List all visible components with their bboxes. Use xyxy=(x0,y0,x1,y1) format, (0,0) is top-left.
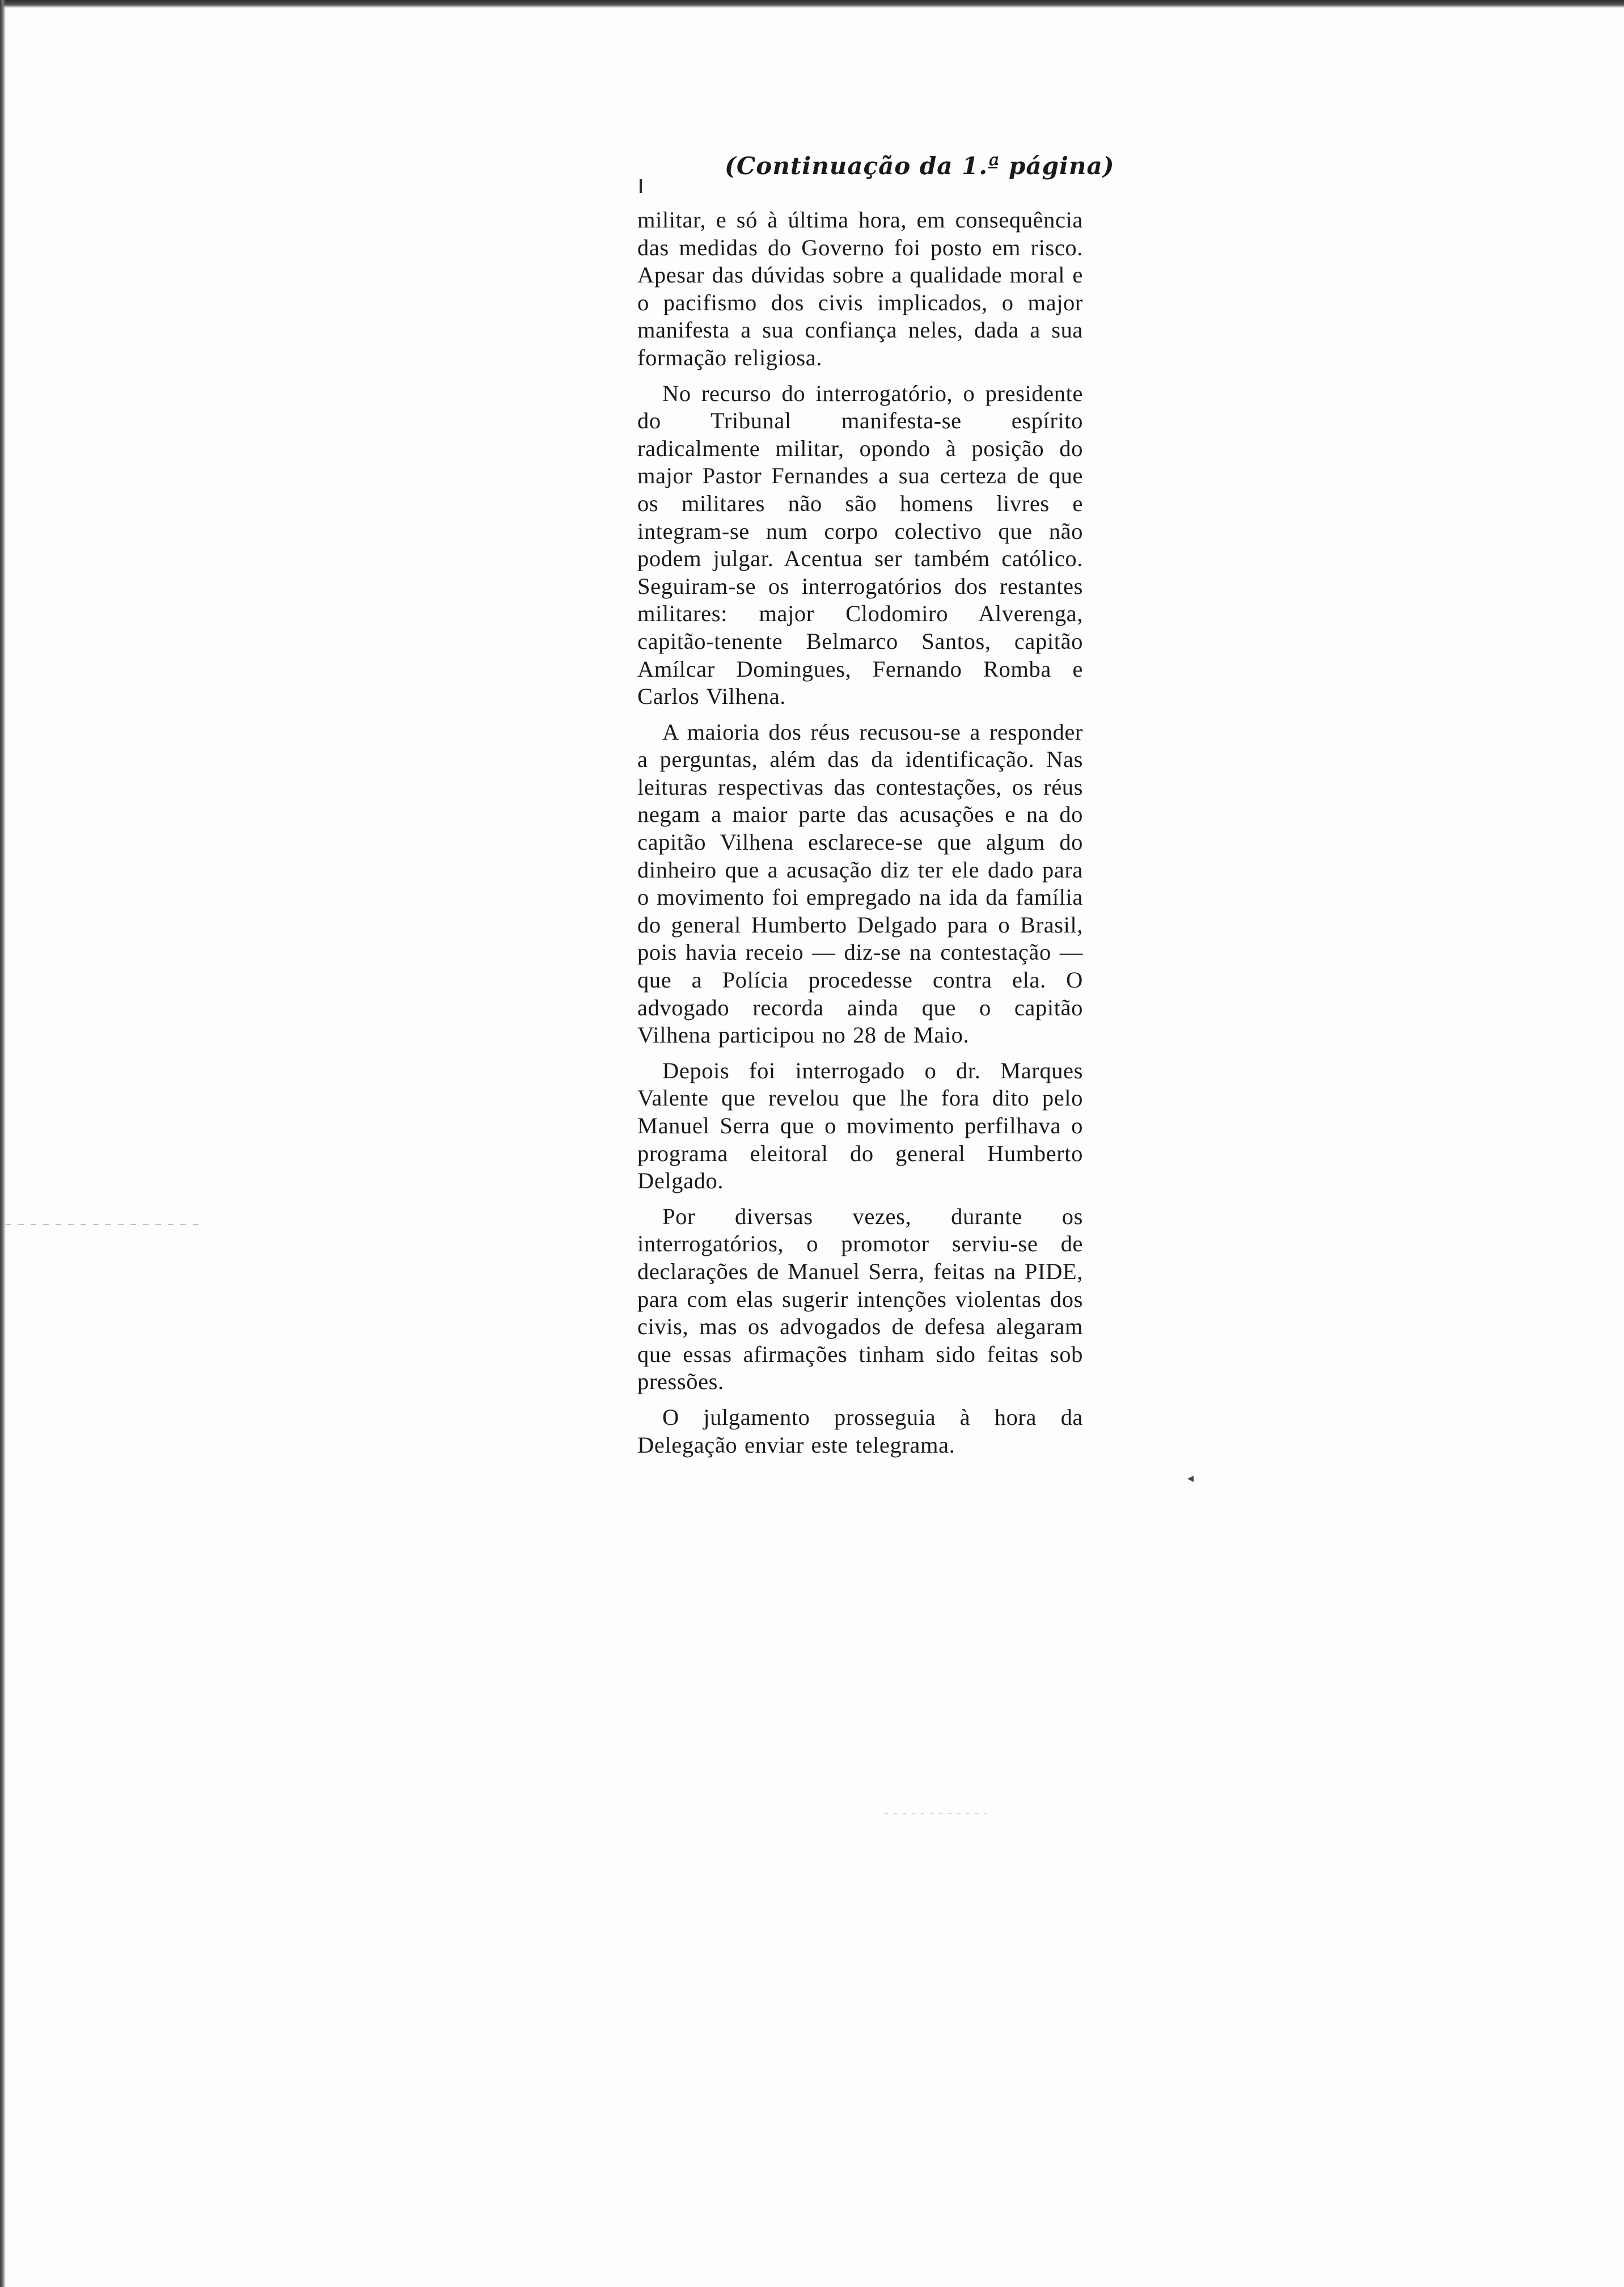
paragraph-1: militar, e só à última hora, em consequência das medidas do Governo foi posto em risco. Apesar das dúvidas sobre a qualidade moral e o pacifismo dos civis implicados, o major manifesta a sua confiança neles, dada a sua formação religiosa. xyxy=(637,207,1083,370)
paragraph-4: Depois foi interrogado o dr. Marques Valente que revelou que lhe fora dito pelo Manuel Serra que o movimento perfilhava o programa eleitoral do general Humberto Delgado. xyxy=(637,1057,1083,1194)
bottom-rule xyxy=(885,1813,987,1814)
continuation-header: (Continuação da 1.ª página) xyxy=(725,152,1115,180)
fold-mark xyxy=(6,1224,198,1225)
margin-tick xyxy=(640,179,642,193)
scan-left-edge xyxy=(0,0,6,2287)
paragraph-3: A maioria dos réus recusou-se a responder a perguntas, além das da identificação. Nas leituras respectivas das contestações, os réus negam a maior parte das acusações e na do capitão Vilhena esclarece-se que algum do dinheiro que a acusação diz ter ele dado para o movimento foi empregado na ida da família do general Humberto Delgado para o Brasil, pois havia receio — diz-se na contestação — que a Polícia procedesse contra ela. O advogado recorda ainda que o capitão Vilhena participou no 28 de Maio. xyxy=(637,719,1083,1048)
article-column xyxy=(637,206,1083,1806)
paragraph-6: O julgamento prosseguia à hora da Delegação enviar este telegrama. xyxy=(637,1404,1083,1458)
paragraph-2: No recurso do interrogatório, o presidente do Tribunal manifesta-se espírito radicalmente militar, opondo à posição do major Pastor Fernandes a sua certeza de que os militares não são homens livres e integram-se num corpo colectivo que não podem julgar. Acentua ser também católico. Seguiram-se os interrogatórios dos restantes militares: major Clodomiro Alverenga, capitão-tenente Belmarco Santos, capitão Amílcar Domingues, Fernando Romba e Carlos Vilhena. xyxy=(637,380,1083,710)
paragraph-5: Por diversas vezes, durante os interrogatórios, o promotor serviu-se de declarações de Manuel Serra, feitas na PIDE, para com elas sugerir intenções violentas dos civis, mas os advogados de defesa alegaram que essas afirmações tinham sido feitas sob pressões. xyxy=(637,1203,1083,1395)
ink-speck: ◂ xyxy=(1187,1471,1194,1486)
scan-top-edge xyxy=(0,0,1624,8)
